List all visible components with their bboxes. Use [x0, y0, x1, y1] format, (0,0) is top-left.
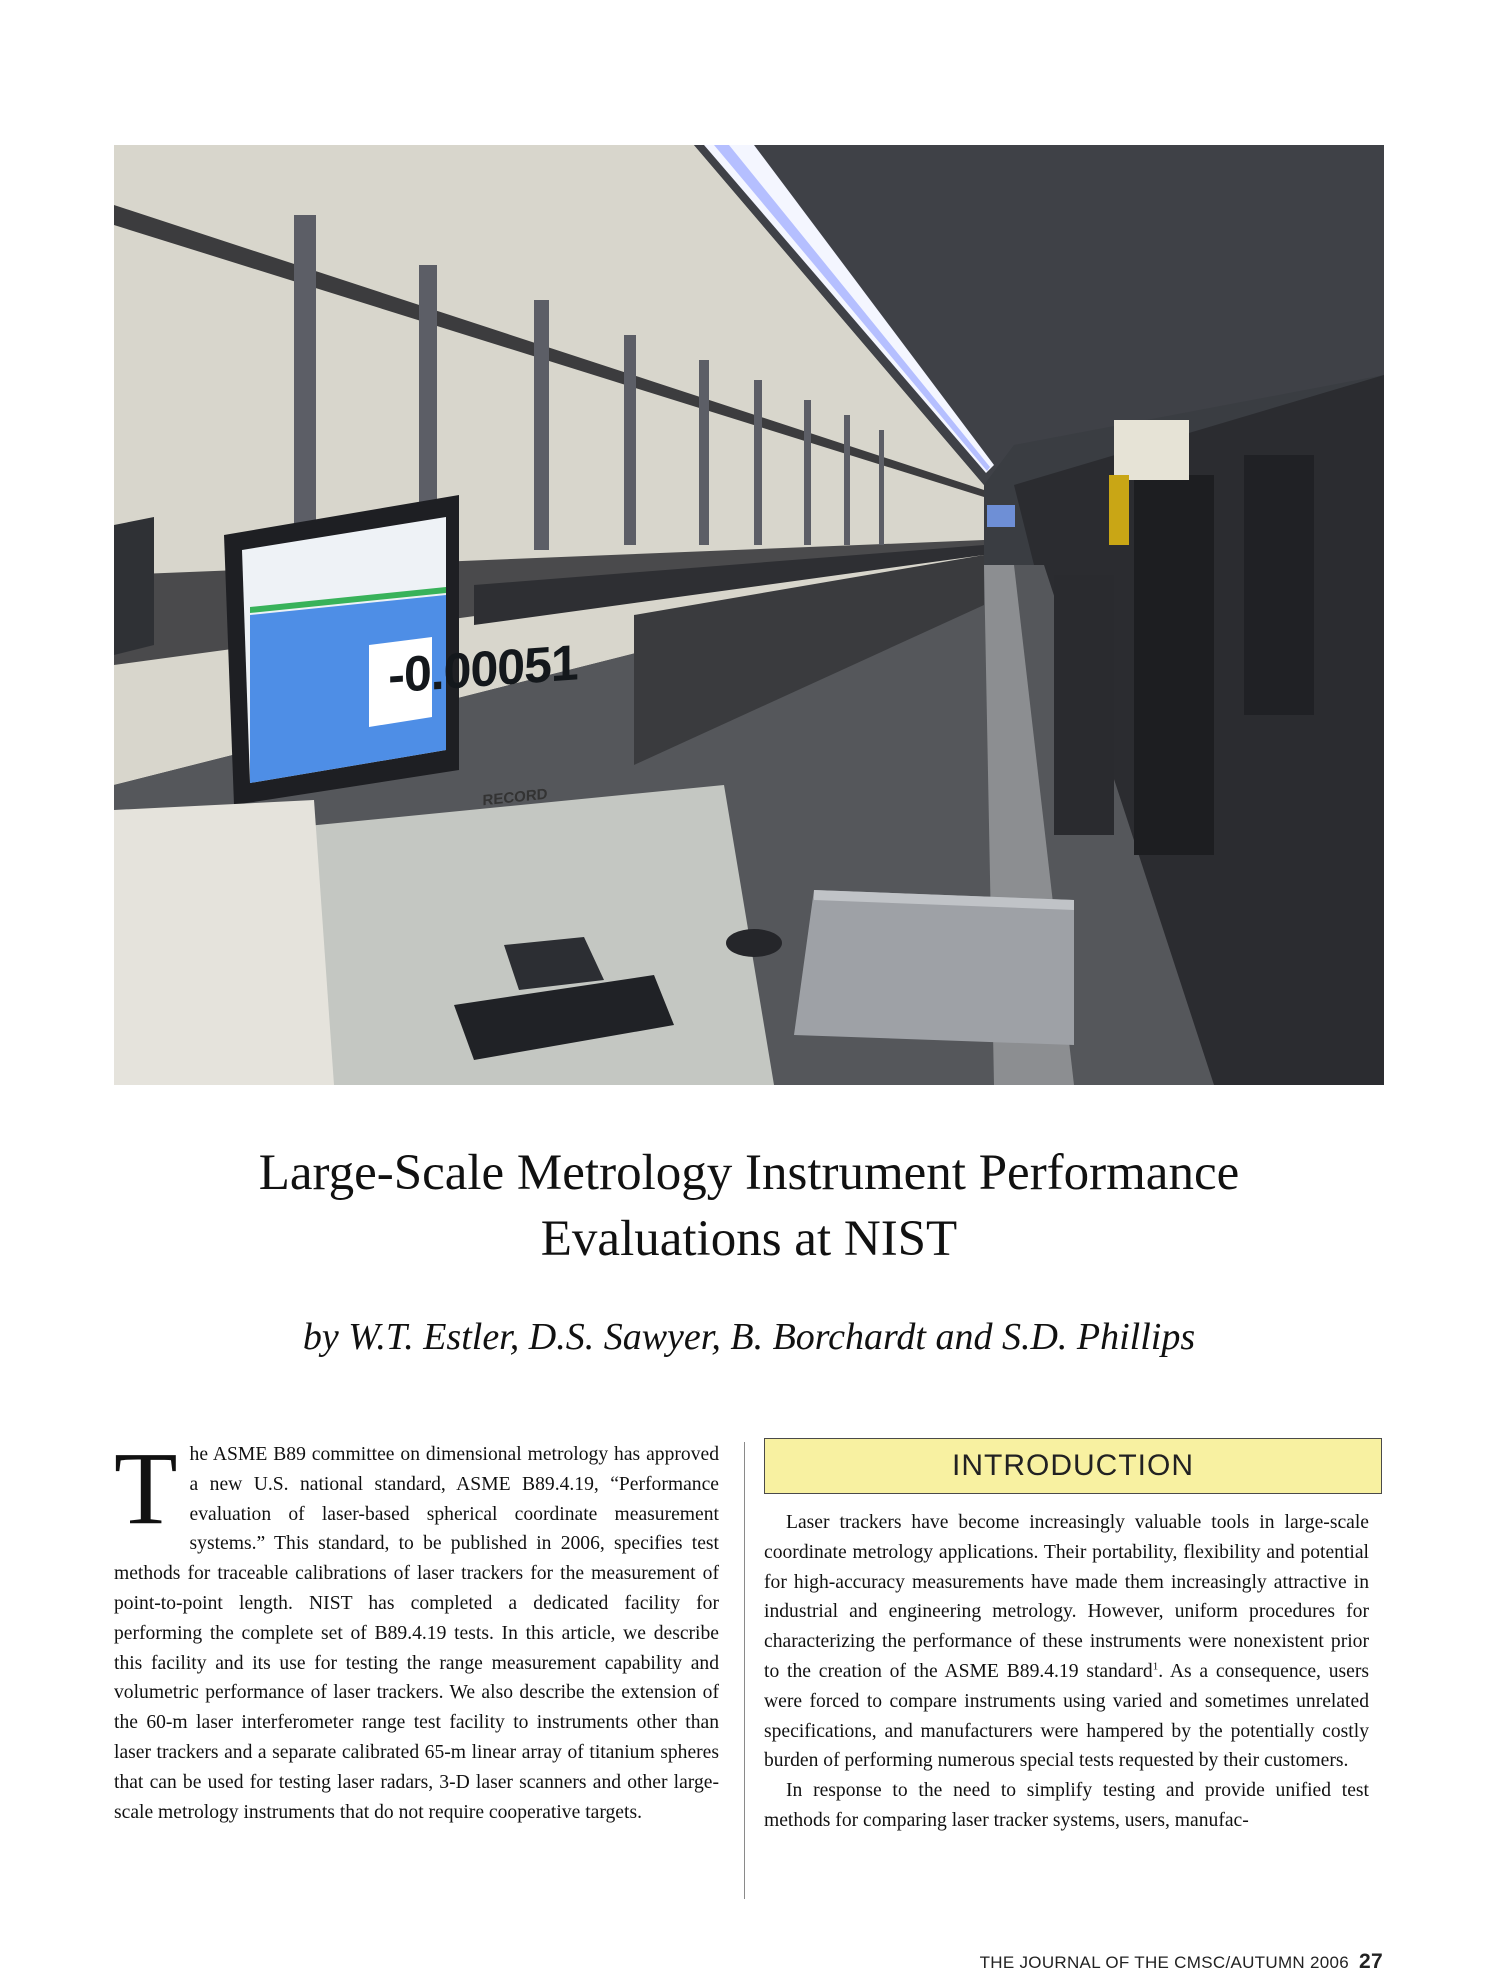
intro-p1-text-b: . As a consequence, users were forced to compare instruments using varied and sometimes unrelated specifications, and manufacturers were hampered by the potentially costly burden of performing numerous special tests requested by their customers.: [764, 1660, 1369, 1772]
record-label: RECORD: [482, 785, 548, 810]
title-line-2: Evaluations at NIST: [540, 1211, 958, 1267]
journal-name: THE JOURNAL OF THE CMSC/AUTUMN 2006: [979, 1953, 1350, 1972]
page-footer: [980, 1950, 1383, 1974]
section-heading: INTRODUCTION: [764, 1438, 1382, 1494]
intro-paragraph-2: In response to the need to simplify testing and provide unified test methods for comparing laser tracker systems, users, manufac-: [764, 1780, 1369, 1831]
lead-paragraph-text: he ASME B89 committee on dimensional metrology has approved a new U.S. national standard, ASME B89.4.19, “Performance evaluation of laser-based spherical coordinate measurement systems.” This standard, to be published in 2006, specifies test methods for traceable calibrations of laser trackers for the measurement of point-to-point length. NIST has completed a dedicated facility for performing the complete set of B89.4.19 tests. In this article, we describe this facility and its use for testing the range measurement capability and volumetric performance of laser trackers. We also describe the extension of the 60-m laser interferometer range test facility to instruments other than laser trackers and a separate calibrated 65-m linear array of titanium spheres that can be used for testing laser radars, 3-D laser scanners and other large-scale metrology instruments that do not require cooperative targets.: [114, 1444, 719, 1823]
lab-photo: [114, 145, 1384, 1085]
article-title: [114, 1140, 1384, 1272]
intro-column: [764, 1508, 1369, 1836]
intro-paragraph-1: [764, 1508, 1369, 1776]
drop-cap: T: [114, 1431, 178, 1546]
lead-column: [114, 1431, 719, 1827]
byline: by W.T. Estler, D.S. Sawyer, B. Borchardt and S.D. Phillips: [302, 1316, 1196, 1358]
title-line-1: Large-Scale Metrology Instrument Performance: [258, 1145, 1240, 1201]
intro-p1-text-a: Laser trackers have become increasingly valuable tools in large-scale coordinate metrology applications. Their portability, flexibility and potential for high-accuracy measurements have made them increasingly attractive in industrial and engineering metrology. However, uniform procedures for characterizing the performance of these instruments were nonexistent prior to the creation of the ASME B89.4.19 standard: [764, 1512, 1369, 1682]
monitor-reading: -0.00051: [388, 634, 578, 704]
page-number: 27: [1359, 1950, 1383, 1973]
lead-paragraph: [114, 1431, 719, 1827]
footnote-ref: 1: [1152, 1660, 1159, 1673]
column-divider: [744, 1442, 745, 1899]
